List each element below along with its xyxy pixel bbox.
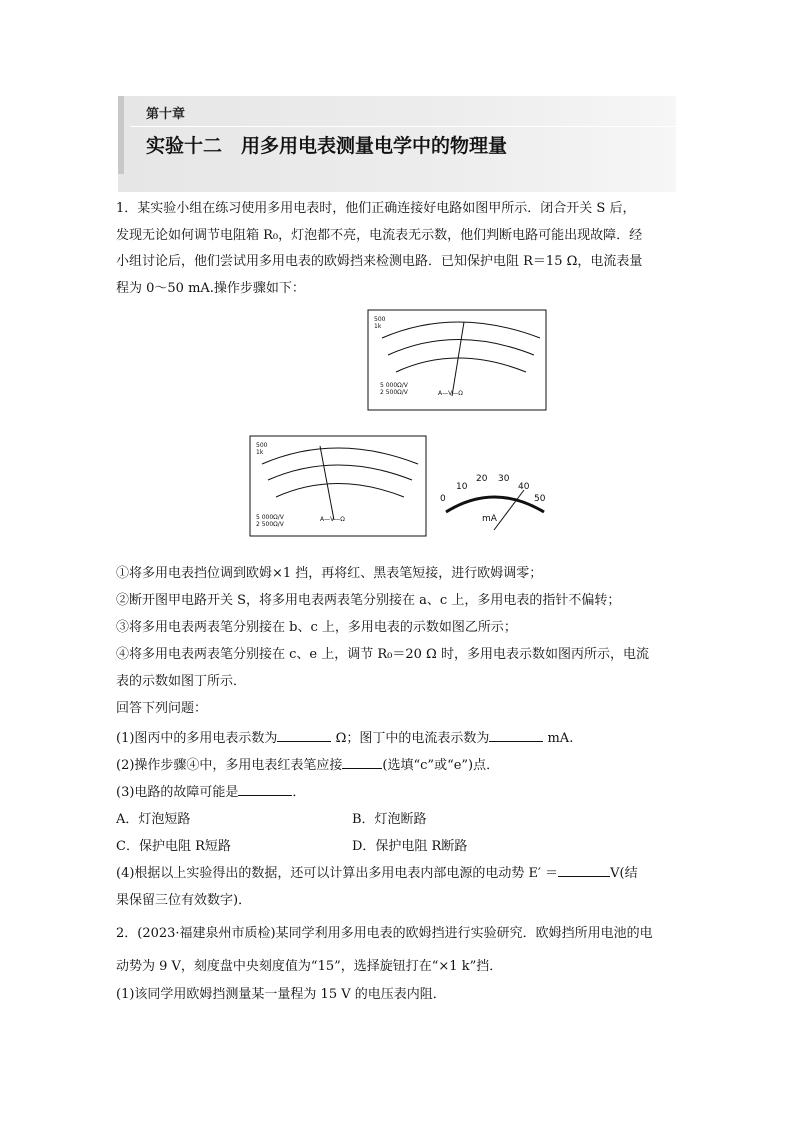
sub1-text-c: mA. bbox=[547, 731, 574, 746]
page-title: 实验十二 用多用电表测量电学中的物理量 bbox=[146, 135, 508, 157]
tick-40: 40 bbox=[518, 482, 530, 492]
sub3-text: (3)电路的故障可能是 bbox=[116, 785, 239, 800]
meter-bing-center: A—V—Ω bbox=[320, 516, 345, 523]
sub1-text-b: Ω；图丁中的电流表示数为 bbox=[335, 731, 490, 746]
blank-3[interactable] bbox=[342, 756, 382, 769]
q1-text-line-2: 发现无论如何调节电阻箱 R₀，灯泡都不亮，电流表无示数，他们判断电路可能出现故障．经 bbox=[116, 228, 643, 243]
q2-text-line-1: 2．(2023·福建泉州市质检)某同学利用多用电表的欧姆挡进行实验研究．欧姆挡所用电池的电 bbox=[116, 926, 653, 941]
sub-question-4-line-2: 果保留三位有效数字)． bbox=[116, 893, 252, 908]
sub2-text-b: (选填“c”或“e”)点． bbox=[382, 758, 500, 773]
q1-text-line-1: 1．某实验小组在练习使用多用电表时，他们正确连接好电路如图甲所示．闭合开关 S 后， bbox=[116, 201, 636, 216]
sub-question-3 bbox=[116, 783, 305, 802]
chapter-label: 第十章 bbox=[146, 107, 186, 122]
tick-0: 0 bbox=[440, 494, 446, 504]
option-a: A．灯泡短路 bbox=[116, 812, 191, 827]
unit-mA: mA bbox=[482, 514, 497, 524]
ohm-1k: 1k bbox=[374, 323, 382, 330]
sub-question-4-line-1 bbox=[116, 864, 638, 883]
option-b: B．灯泡断路 bbox=[352, 812, 427, 827]
sens-2500-b: 2 500Ω/V bbox=[256, 521, 284, 528]
tick-30: 30 bbox=[498, 474, 510, 484]
header-accent bbox=[118, 96, 124, 174]
meter-yi-center: A—V—Ω bbox=[438, 390, 463, 397]
step-2: ②断开图甲电路开关 S，将多用电表两表笔分别接在 a、c 上，多用电表的指针不偏转； bbox=[116, 593, 621, 608]
step-4-line-1: ④将多用电表两表笔分别接在 c、e 上，调节 R₀＝20 Ω 时，多用电表示数如图丙所示，电流 bbox=[116, 647, 649, 662]
sub1-text-a: (1)图丙中的多用电表示数为 bbox=[116, 731, 278, 746]
sens-5000-b: 5 000Ω/V bbox=[256, 514, 284, 521]
step-3: ③将多用电表两表笔分别接在 b、c 上，多用电表的示数如图乙所示； bbox=[116, 620, 517, 635]
sub-question-2 bbox=[116, 756, 499, 775]
blank-1[interactable] bbox=[277, 729, 331, 742]
sens-5000: 5 000Ω/V bbox=[380, 382, 408, 389]
tick-50: 50 bbox=[534, 494, 546, 504]
option-c: C．保护电阻 R短路 bbox=[116, 839, 231, 854]
blank-2[interactable] bbox=[489, 729, 543, 742]
meter-bing-sens bbox=[256, 514, 284, 528]
ohm-500: 500 bbox=[374, 316, 386, 323]
step-4-line-2: 表的示数如图丁所示． bbox=[116, 674, 247, 689]
q1-text-line-3: 小组讨论后，他们尝试用多用电表的欧姆挡来检测电路．已知保护电阻 R＝15 Ω，电流表量 bbox=[116, 254, 643, 269]
ohm-1k-b: 1k bbox=[256, 449, 264, 456]
q2-text-line-2: 动势为 9 V，刻度盘中央刻度值为“15”，选择旋钮打在“×1 k”挡． bbox=[116, 959, 503, 974]
meter-yi-sens bbox=[380, 382, 408, 396]
sub-question-1 bbox=[116, 729, 573, 748]
q2-text-line-3: (1)该同学用欧姆挡测量某一量程为 15 V 的电压表内阻． bbox=[116, 987, 446, 1002]
ammeter-ding bbox=[446, 490, 544, 530]
sub4-text-b: V(结 bbox=[610, 866, 638, 881]
option-d: D．保护电阻 R断路 bbox=[352, 839, 468, 854]
tick-20: 20 bbox=[476, 474, 488, 484]
sub3-end: ． bbox=[292, 785, 306, 800]
meter-yi-labels bbox=[374, 316, 385, 330]
blank-4[interactable] bbox=[238, 783, 292, 796]
sens-2500: 2 500Ω/V bbox=[380, 389, 408, 396]
q1-text-line-4: 程为 0～50 mA.操作步骤如下： bbox=[116, 281, 305, 296]
meter-bing-labels bbox=[256, 442, 267, 456]
step-1: ①将多用电表挡位调到欧姆×1 挡，再将红、黑表笔短接，进行欧姆调零； bbox=[116, 566, 543, 581]
blank-5[interactable] bbox=[558, 864, 610, 877]
ohm-500-b: 500 bbox=[256, 442, 268, 449]
sub2-text-a: (2)操作步骤④中，多用电表红表笔应接 bbox=[116, 758, 343, 773]
tick-10: 10 bbox=[456, 482, 468, 492]
answer-intro: 回答下列问题： bbox=[116, 701, 208, 716]
figures-area bbox=[0, 300, 794, 560]
header-divider bbox=[130, 126, 676, 127]
sub4-text-a: (4)根据以上实验得出的数据，还可以计算出多用电表内部电源的电动势 E′ ＝ bbox=[116, 866, 559, 881]
